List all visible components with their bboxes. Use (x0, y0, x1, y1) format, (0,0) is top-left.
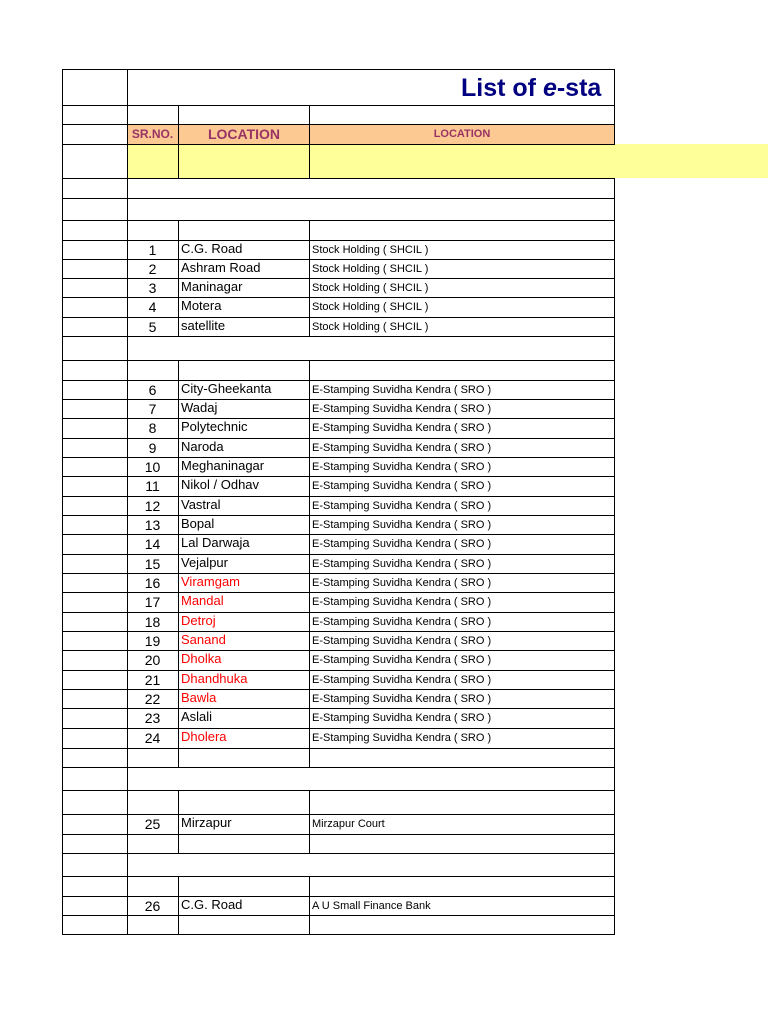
location-cell: Vastral (181, 497, 221, 512)
grid-column-line (62, 69, 63, 935)
location-cell: Polytechnic (181, 419, 248, 434)
sr-no-cell: 6 (148, 382, 157, 398)
grid-row-line (62, 178, 615, 179)
sr-no-cell: 4 (148, 299, 157, 315)
grid-row-line (62, 834, 615, 835)
location-cell: Motera (181, 298, 222, 313)
sr-no-cell: 10 (144, 459, 161, 475)
location-cell: Mirzapur (181, 815, 232, 830)
location-cell: City-Gheekanta (181, 381, 272, 396)
sr-no-cell: 25 (144, 816, 161, 832)
location-cell: Nikol / Odhav (181, 477, 260, 492)
agency-cell: E-Stamping Suvidha Kendra ( SRO ) (312, 480, 492, 492)
grid-column-line (614, 69, 615, 145)
location-cell: Dhandhuka (181, 671, 248, 686)
grid-column-line (614, 178, 615, 935)
agency-cell: E-Stamping Suvidha Kendra ( SRO ) (312, 654, 492, 666)
grid-row-line (62, 748, 615, 749)
location-cell: Vejalpur (181, 555, 228, 570)
grid-row-line (62, 69, 615, 70)
agency-cell: E-Stamping Suvidha Kendra ( SRO ) (312, 558, 492, 570)
grid-row-line (62, 767, 615, 768)
sr-no-cell: 14 (144, 536, 161, 552)
grid-column-line (178, 220, 179, 337)
agency-cell: E-Stamping Suvidha Kendra ( SRO ) (312, 403, 492, 415)
sr-no-cell: 9 (148, 440, 157, 456)
grid-row-line (62, 105, 615, 106)
sr-no-cell: 24 (144, 730, 161, 746)
sr-no-cell: 22 (144, 691, 161, 707)
sr-no-cell: 26 (144, 898, 161, 914)
document-title (461, 70, 601, 106)
agency-cell: E-Stamping Suvidha Kendra ( SRO ) (312, 384, 492, 396)
grid-row-line (62, 853, 615, 854)
header-location-2: LOCATION (433, 128, 491, 140)
agency-cell: E-Stamping Suvidha Kendra ( SRO ) (312, 422, 492, 434)
sr-no-cell: 2 (148, 261, 157, 277)
title-italic: e (542, 74, 557, 102)
yellow-band (127, 144, 768, 178)
sr-no-cell: 20 (144, 652, 161, 668)
grid-column-line (309, 876, 310, 935)
grid-column-line (309, 105, 310, 179)
sr-no-cell: 23 (144, 710, 161, 726)
grid-column-line (178, 105, 179, 179)
location-cell: satellite (181, 318, 226, 333)
grid-column-line (309, 220, 310, 337)
grid-column-line (178, 360, 179, 768)
location-cell: Ashram Road (181, 260, 261, 275)
grid-row-line (62, 144, 615, 145)
agency-cell: Stock Holding ( SHCIL ) (312, 263, 429, 275)
grid-column-line (178, 790, 179, 854)
location-cell: Dholka (181, 651, 222, 666)
agency-cell: E-Stamping Suvidha Kendra ( SRO ) (312, 732, 492, 744)
agency-cell: A U Small Finance Bank (312, 900, 431, 912)
grid-row-line (62, 790, 615, 791)
location-cell: Viramgam (181, 574, 241, 589)
grid-column-line (178, 876, 179, 935)
agency-cell: E-Stamping Suvidha Kendra ( SRO ) (312, 635, 492, 647)
agency-cell: E-Stamping Suvidha Kendra ( SRO ) (312, 461, 492, 473)
sr-no-cell: 7 (148, 401, 157, 417)
location-cell: Dholera (181, 729, 227, 744)
grid-row-line (62, 198, 615, 199)
location-cell: Aslali (181, 709, 213, 724)
location-cell: Bawla (181, 690, 217, 705)
agency-cell: Mirzapur Court (312, 818, 385, 830)
location-cell: Naroda (181, 439, 224, 454)
header-location: LOCATION (207, 126, 281, 142)
sr-no-cell: 19 (144, 633, 161, 649)
agency-cell: E-Stamping Suvidha Kendra ( SRO ) (312, 500, 492, 512)
grid-column-line (309, 360, 310, 768)
sr-no-cell: 13 (144, 517, 161, 533)
title-suffix: -sta (556, 74, 602, 102)
grid-row-line (62, 124, 615, 125)
location-cell: C.G. Road (181, 897, 243, 912)
location-cell: C.G. Road (181, 241, 243, 256)
agency-cell: E-Stamping Suvidha Kendra ( SRO ) (312, 519, 492, 531)
location-cell: Mandal (181, 593, 224, 608)
agency-cell: E-Stamping Suvidha Kendra ( SRO ) (312, 674, 492, 686)
title-prefix: List of (461, 74, 543, 102)
location-cell: Wadaj (181, 400, 218, 415)
location-cell: Maninagar (181, 279, 243, 294)
agency-cell: Stock Holding ( SHCIL ) (312, 282, 429, 294)
agency-cell: E-Stamping Suvidha Kendra ( SRO ) (312, 693, 492, 705)
sr-no-cell: 3 (148, 280, 157, 296)
sr-no-cell: 5 (148, 319, 157, 335)
grid-row-line (62, 220, 615, 221)
agency-cell: E-Stamping Suvidha Kendra ( SRO ) (312, 616, 492, 628)
agency-cell: E-Stamping Suvidha Kendra ( SRO ) (312, 442, 492, 454)
sr-no-cell: 15 (144, 556, 161, 572)
agency-cell: E-Stamping Suvidha Kendra ( SRO ) (312, 577, 492, 589)
location-cell: Meghaninagar (181, 458, 265, 473)
location-cell: Detroj (181, 613, 216, 628)
sr-no-cell: 11 (145, 478, 160, 494)
sr-no-cell: 16 (144, 575, 161, 591)
sr-no-cell: 8 (148, 420, 157, 436)
sr-no-cell: 17 (144, 594, 161, 610)
grid-row-line (62, 876, 615, 877)
location-cell: Bopal (181, 516, 215, 531)
sr-no-cell: 18 (144, 614, 161, 630)
sr-no-cell: 12 (144, 498, 161, 514)
grid-column-line (309, 790, 310, 854)
agency-cell: E-Stamping Suvidha Kendra ( SRO ) (312, 538, 492, 550)
agency-cell: Stock Holding ( SHCIL ) (312, 244, 429, 256)
sr-no-cell: 21 (144, 672, 161, 688)
agency-cell: Stock Holding ( SHCIL ) (312, 301, 429, 313)
agency-cell: E-Stamping Suvidha Kendra ( SRO ) (312, 596, 492, 608)
header-sr-no: SR.NO. (131, 127, 174, 141)
grid-row-line (62, 360, 615, 361)
agency-cell: E-Stamping Suvidha Kendra ( SRO ) (312, 712, 492, 724)
sr-no-cell: 1 (148, 242, 157, 258)
grid-row-line (62, 934, 615, 935)
location-cell: Sanand (181, 632, 226, 647)
location-cell: Lal Darwaja (181, 535, 250, 550)
agency-cell: Stock Holding ( SHCIL ) (312, 321, 429, 333)
